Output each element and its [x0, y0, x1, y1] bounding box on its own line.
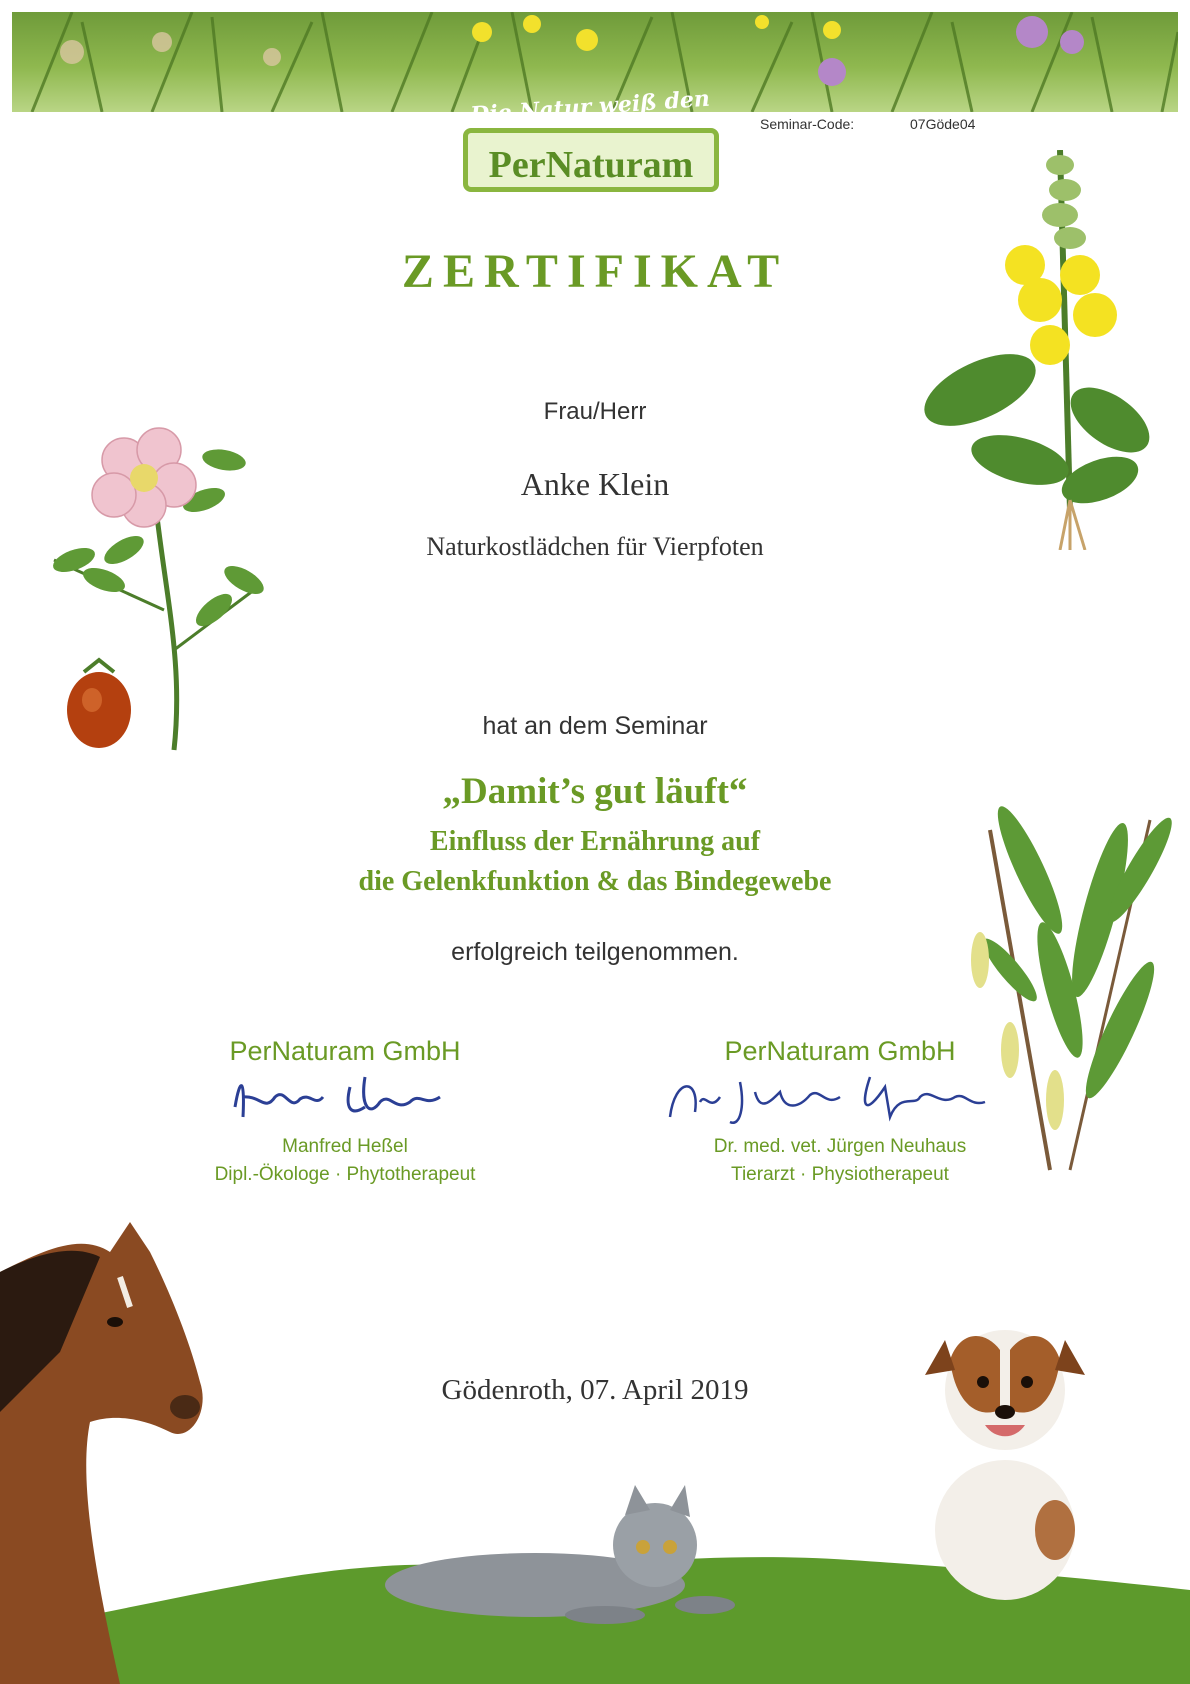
signature-block-right	[660, 1036, 1020, 1186]
certificate-title: ZERTIFIKAT	[401, 245, 789, 298]
logo-slogan: Die Natur weiß den	[469, 85, 711, 129]
outro-text: erfolgreich teilgenommen.	[451, 938, 739, 966]
seminar-subtitle-line-2: die Gelenkfunktion & das Bindegewebe	[358, 866, 832, 897]
place-and-date: Gödenroth, 07. April 2019	[441, 1374, 749, 1406]
signature-juergen-neuhaus	[660, 1067, 1020, 1131]
intro-text: hat an dem Seminar	[482, 712, 708, 740]
signature-company: PerNaturam GmbH	[229, 1036, 461, 1066]
seminar-title: „Damit’s gut läuft“	[442, 771, 748, 812]
signatory-role: Tierarzt · Physiotherapeut	[731, 1164, 949, 1185]
pernaturam-logo	[457, 86, 725, 196]
signatory-name: Manfred Heßel	[282, 1136, 408, 1157]
salutation: Frau/Herr	[543, 398, 647, 425]
signature-company: PerNaturam GmbH	[724, 1036, 956, 1066]
dog-illustration	[905, 1300, 1105, 1600]
rose-illustration	[14, 410, 264, 760]
signature-block-left	[165, 1036, 525, 1186]
logo-plate	[463, 128, 719, 192]
signatory-name: Dr. med. vet. Jürgen Neuhaus	[713, 1136, 967, 1157]
seminar-code-label: Seminar-Code:	[760, 116, 855, 132]
recipient-organization: Naturkostlädchen für Vierpfoten	[426, 532, 764, 561]
signatory-role: Dipl.-Ökologe · Phytotherapeut	[214, 1164, 476, 1185]
recipient-name: Anke Klein	[520, 466, 670, 502]
horse-illustration	[0, 1212, 220, 1684]
seminar-subtitle-line-1: Einfluss der Ernährung auf	[429, 826, 761, 857]
seminar-code-value: 07Göde04	[910, 116, 976, 132]
logo-brand-text: PerNaturam	[488, 144, 694, 186]
signature-manfred-hessel	[165, 1067, 525, 1131]
cat-illustration	[385, 1475, 745, 1625]
